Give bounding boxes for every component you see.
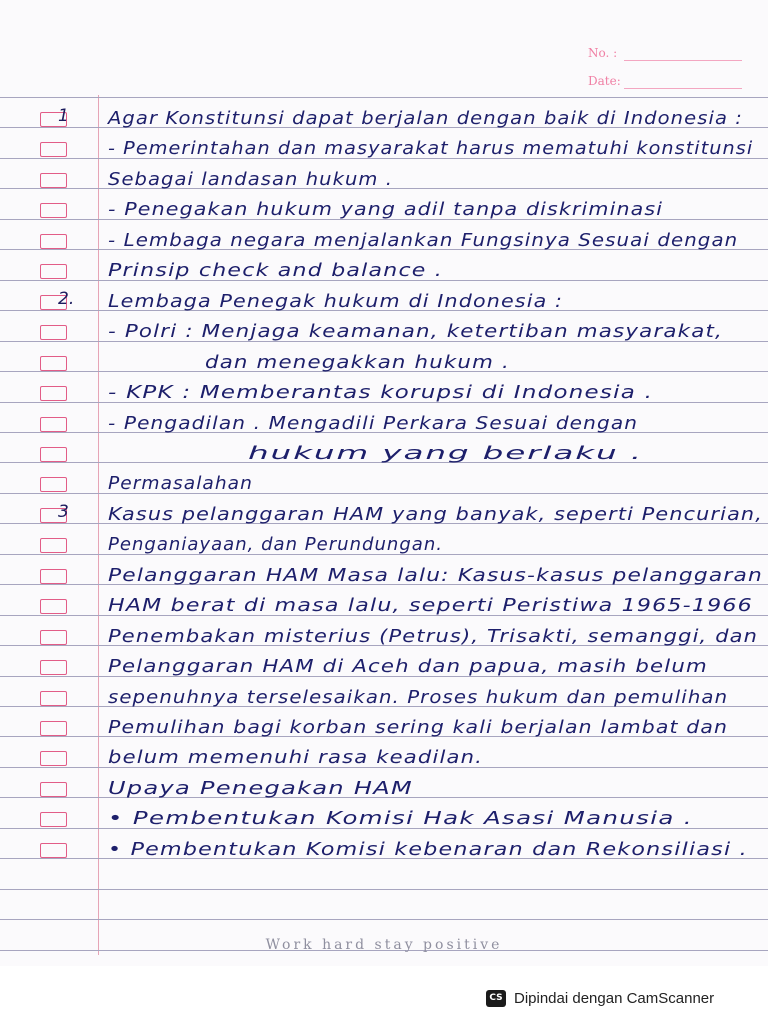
handwritten-line: - Penegakan hukum yang adil tanpa diskriminasi bbox=[108, 199, 664, 221]
handwritten-line: - KPK : Memberantas korupsi di Indonesia . bbox=[108, 382, 654, 404]
handwritten-line: Pelanggaran HAM di Aceh dan papua, masih belum bbox=[108, 656, 708, 678]
checkbox[interactable] bbox=[40, 538, 67, 553]
handwritten-line: HAM berat di masa lalu, seperti Peristiwa 1965-1966 bbox=[108, 595, 753, 617]
checkbox[interactable] bbox=[40, 751, 67, 766]
number-label: No. : bbox=[588, 46, 618, 60]
section-number: 3 bbox=[58, 501, 69, 522]
checkbox[interactable] bbox=[40, 142, 67, 157]
checkbox[interactable] bbox=[40, 660, 67, 675]
handwritten-line: - Lembaga negara menjalankan Fungsinya Sesuai dengan bbox=[108, 229, 739, 251]
checkbox[interactable] bbox=[40, 356, 67, 371]
checkbox[interactable] bbox=[40, 843, 67, 858]
handwritten-line: Pelanggaran HAM Masa lalu: Kasus-kasus pelanggaran bbox=[108, 564, 764, 586]
checkbox[interactable] bbox=[40, 386, 67, 401]
handwritten-line: Penganiayaan, dan Perundungan. bbox=[108, 534, 444, 556]
footer-motto: Work hard stay positive bbox=[265, 937, 503, 953]
checkbox[interactable] bbox=[40, 599, 67, 614]
checkbox[interactable] bbox=[40, 721, 67, 736]
handwritten-line: Agar Konstitunsi dapat berjalan dengan baik di Indonesia : bbox=[108, 108, 743, 129]
checkbox[interactable] bbox=[40, 173, 67, 188]
checkbox[interactable] bbox=[40, 782, 67, 797]
handwritten-line: - Polri : Menjaga keamanan, ketertiban masyarakat, bbox=[108, 321, 724, 343]
date-label: Date: bbox=[588, 74, 621, 88]
section-number: 2. bbox=[58, 288, 75, 309]
handwritten-line: Kasus pelanggaran HAM yang banyak, seperti Pencurian, bbox=[108, 503, 763, 525]
date-field bbox=[588, 74, 621, 88]
handwritten-line: Upaya Penegakan HAM bbox=[108, 777, 414, 799]
checkbox[interactable] bbox=[40, 477, 67, 492]
margin-line bbox=[98, 95, 99, 955]
camscanner-logo-icon: CS bbox=[486, 990, 506, 1007]
handwritten-line: Prinsip check and balance . bbox=[108, 260, 444, 282]
checkbox[interactable] bbox=[40, 691, 67, 706]
camscanner-label: Dipindai dengan CamScanner bbox=[514, 989, 715, 1007]
checkbox[interactable] bbox=[40, 417, 67, 432]
checkbox[interactable] bbox=[40, 203, 67, 218]
handwritten-line: Lembaga Penegak hukum di Indonesia : bbox=[108, 290, 564, 312]
number-field bbox=[588, 46, 617, 60]
checkbox[interactable] bbox=[40, 325, 67, 340]
handwritten-line: - Pengadilan . Mengadili Perkara Sesuai dengan bbox=[108, 412, 639, 434]
checkbox[interactable] bbox=[40, 234, 67, 249]
handwritten-line: Sebagai landasan hukum . bbox=[108, 168, 394, 190]
checkbox[interactable] bbox=[40, 812, 67, 827]
handwritten-line: • Pembentukan Komisi Hak Asasi Manusia . bbox=[108, 808, 693, 830]
checkbox[interactable] bbox=[40, 447, 67, 462]
section-number: 1 bbox=[58, 106, 69, 126]
ruled-line bbox=[0, 889, 768, 890]
handwritten-line: hukum yang berlaku . bbox=[248, 442, 643, 464]
handwritten-line: Pemulihan bagi korban sering kali berjalan lambat dan bbox=[108, 717, 729, 738]
handwritten-line: • Pembentukan Komisi kebenaran dan Rekonsiliasi . bbox=[108, 838, 748, 860]
handwritten-line: dan menegakkan hukum . bbox=[205, 351, 510, 373]
handwritten-line: sepenuhnya terselesaikan. Proses hukum dan pemulihan bbox=[108, 686, 729, 708]
handwritten-line: - Pemerintahan dan masyarakat harus mematuhi konstitunsi bbox=[108, 138, 754, 160]
ruled-line bbox=[0, 919, 768, 920]
handwritten-line: Permasalahan bbox=[108, 473, 253, 495]
handwritten-line: Penembakan misterius (Petrus), Trisakti, semanggi, dan bbox=[108, 625, 759, 647]
ruled-line bbox=[0, 97, 768, 98]
checkbox[interactable] bbox=[40, 264, 67, 279]
camscanner-watermark bbox=[474, 983, 756, 1013]
checkbox[interactable] bbox=[40, 630, 67, 645]
handwritten-line: belum memenuhi rasa keadilan. bbox=[108, 747, 484, 769]
checkbox[interactable] bbox=[40, 569, 67, 584]
